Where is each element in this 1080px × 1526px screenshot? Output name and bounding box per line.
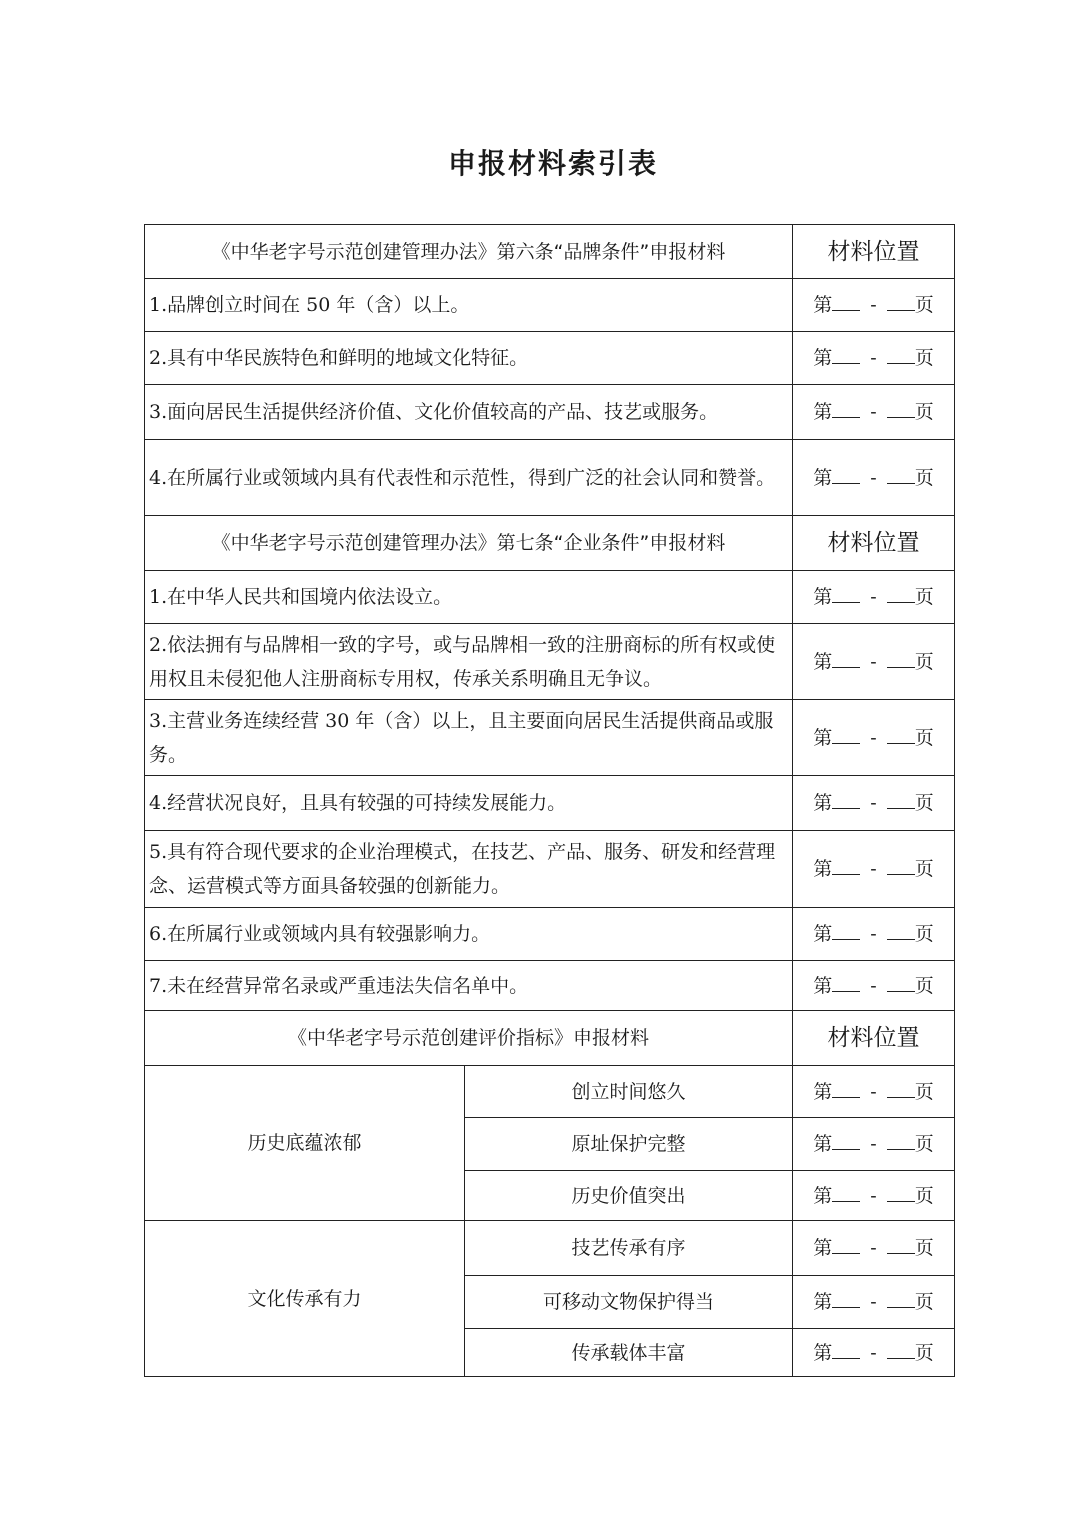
page-ref[interactable]: 第 - 页 [793, 385, 955, 440]
table-row [145, 961, 955, 1011]
table-row [145, 831, 955, 908]
section-header-row [145, 1011, 955, 1066]
section-header-row [145, 516, 955, 571]
table-row [145, 1221, 955, 1276]
item-text: 2.具有中华民族特色和鲜明的地域文化特征。 [145, 332, 793, 385]
category-cell: 文化传承有力 [145, 1221, 465, 1377]
indicator-cell: 原址保护完整 [465, 1118, 793, 1171]
indicator-cell: 历史价值突出 [465, 1171, 793, 1221]
table-row [145, 385, 955, 440]
table-row [145, 440, 955, 516]
item-text: 7.未在经营异常名录或严重违法失信名单中。 [145, 961, 793, 1011]
material-index-table [144, 224, 955, 1377]
page-ref[interactable]: 第 - 页 [793, 279, 955, 332]
indicator-cell: 传承载体丰富 [465, 1329, 793, 1377]
item-text: 3.面向居民生活提供经济价值、文化价值较高的产品、技艺或服务。 [145, 385, 793, 440]
category-cell: 历史底蕴浓郁 [145, 1066, 465, 1221]
section-header: 《中华老字号示范创建评价指标》申报材料 [145, 1011, 793, 1066]
section-header: 《中华老字号示范创建管理办法》第六条“品牌条件”申报材料 [145, 225, 793, 279]
table-row [145, 1066, 955, 1118]
item-text: 1.品牌创立时间在 50 年（含）以上。 [145, 279, 793, 332]
item-text: 2.依法拥有与品牌相一致的字号，或与品牌相一致的注册商标的所有权或使用权且未侵犯他人注册商标专用权，传承关系明确且无争议。 [145, 624, 793, 700]
table-row [145, 908, 955, 961]
location-header: 材料位置 [793, 225, 955, 279]
page-ref[interactable]: 第 - 页 [793, 908, 955, 961]
location-header: 材料位置 [793, 516, 955, 571]
page-ref[interactable]: 第 - 页 [793, 1221, 955, 1276]
section-header: 《中华老字号示范创建管理办法》第七条“企业条件”申报材料 [145, 516, 793, 571]
item-text: 4.在所属行业或领域内具有代表性和示范性，得到广泛的社会认同和赞誉。 [145, 440, 793, 516]
page-ref[interactable]: 第 - 页 [793, 776, 955, 831]
indicator-cell: 可移动文物保护得当 [465, 1276, 793, 1329]
page-ref[interactable]: 第 - 页 [793, 571, 955, 624]
table-row [145, 571, 955, 624]
location-header: 材料位置 [793, 1011, 955, 1066]
item-text: 6.在所属行业或领域内具有较强影响力。 [145, 908, 793, 961]
indicator-cell: 技艺传承有序 [465, 1221, 793, 1276]
page-ref[interactable]: 第 - 页 [793, 831, 955, 908]
page-ref[interactable]: 第 - 页 [793, 1276, 955, 1329]
table-row [145, 624, 955, 700]
page-ref[interactable]: 第 - 页 [793, 961, 955, 1011]
table-row [145, 279, 955, 332]
item-text: 1.在中华人民共和国境内依法设立。 [145, 571, 793, 624]
table-row [145, 776, 955, 831]
item-text: 3.主营业务连续经营 30 年（含）以上，且主要面向居民生活提供商品或服务。 [145, 700, 793, 776]
page-ref[interactable]: 第 - 页 [793, 1118, 955, 1171]
indicator-cell: 创立时间悠久 [465, 1066, 793, 1118]
page-ref[interactable]: 第 - 页 [793, 1171, 955, 1221]
page-ref[interactable]: 第 - 页 [793, 624, 955, 700]
page-ref[interactable]: 第 - 页 [793, 1329, 955, 1377]
page-ref[interactable]: 第 - 页 [793, 700, 955, 776]
page-ref[interactable]: 第 - 页 [793, 332, 955, 385]
item-text: 5.具有符合现代要求的企业治理模式，在技艺、产品、服务、研发和经营理念、运营模式等方面具备较强的创新能力。 [145, 831, 793, 908]
section-header-row [145, 225, 955, 279]
page-ref[interactable]: 第 - 页 [793, 440, 955, 516]
table-row [145, 332, 955, 385]
table-row [145, 700, 955, 776]
page-ref[interactable]: 第 - 页 [793, 1066, 955, 1118]
page-title: 申报材料索引表 [447, 147, 658, 180]
item-text: 4.经营状况良好，且具有较强的可持续发展能力。 [145, 776, 793, 831]
